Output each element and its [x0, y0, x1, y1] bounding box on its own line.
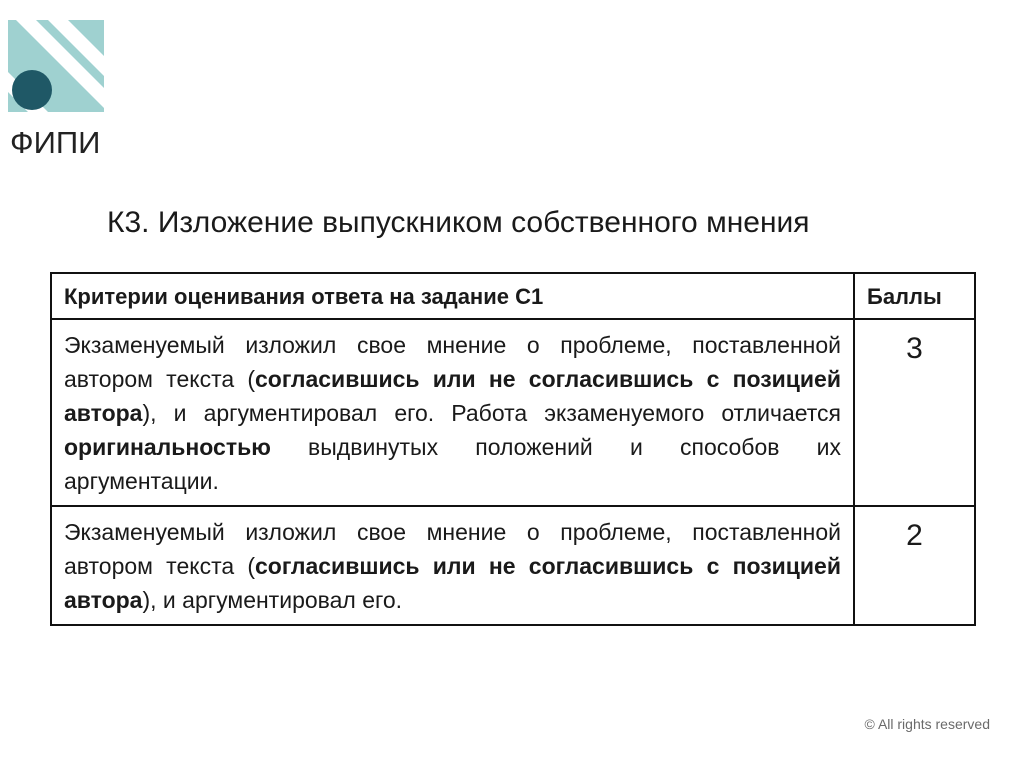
copyright-notice: © All rights reserved	[864, 716, 990, 732]
criteria-header: Критерии оценивания ответа на задание С1	[51, 273, 854, 319]
table-row	[51, 506, 975, 625]
logo-circle	[12, 70, 52, 110]
table-row	[51, 319, 975, 506]
desc-text: выдвинутых положений и способов их аргументации.	[64, 434, 841, 494]
score-value: 2	[854, 506, 975, 625]
criterion-description	[51, 506, 854, 625]
logo-text: ФИПИ	[10, 125, 101, 160]
desc-bold-text: согласившись или не согласившись с позицией автора	[64, 366, 841, 426]
table-header-row	[51, 273, 975, 319]
score-header: Баллы	[854, 273, 975, 319]
desc-bold-text: оригинальностью	[64, 434, 271, 460]
desc-text: Экзаменуемый изложил свое мнение о проблеме, поставленной автором текста (	[64, 332, 841, 392]
desc-text: ), и аргументировал его. Работа экзаменуемого отличается	[142, 400, 841, 426]
criterion-description	[51, 319, 854, 506]
desc-text: Экзаменуемый изложил свое мнение о проблеме, поставленной автором текста (	[64, 519, 841, 579]
page-title: К3. Изложение выпускником собственного мнения	[107, 206, 810, 239]
score-value: 3	[854, 319, 975, 506]
criteria-table	[50, 272, 976, 626]
fipi-logo-icon	[8, 20, 104, 116]
desc-text: ), и аргументировал его.	[142, 587, 403, 613]
desc-bold-text: согласившись или не согласившись с позицией автора	[64, 553, 841, 613]
